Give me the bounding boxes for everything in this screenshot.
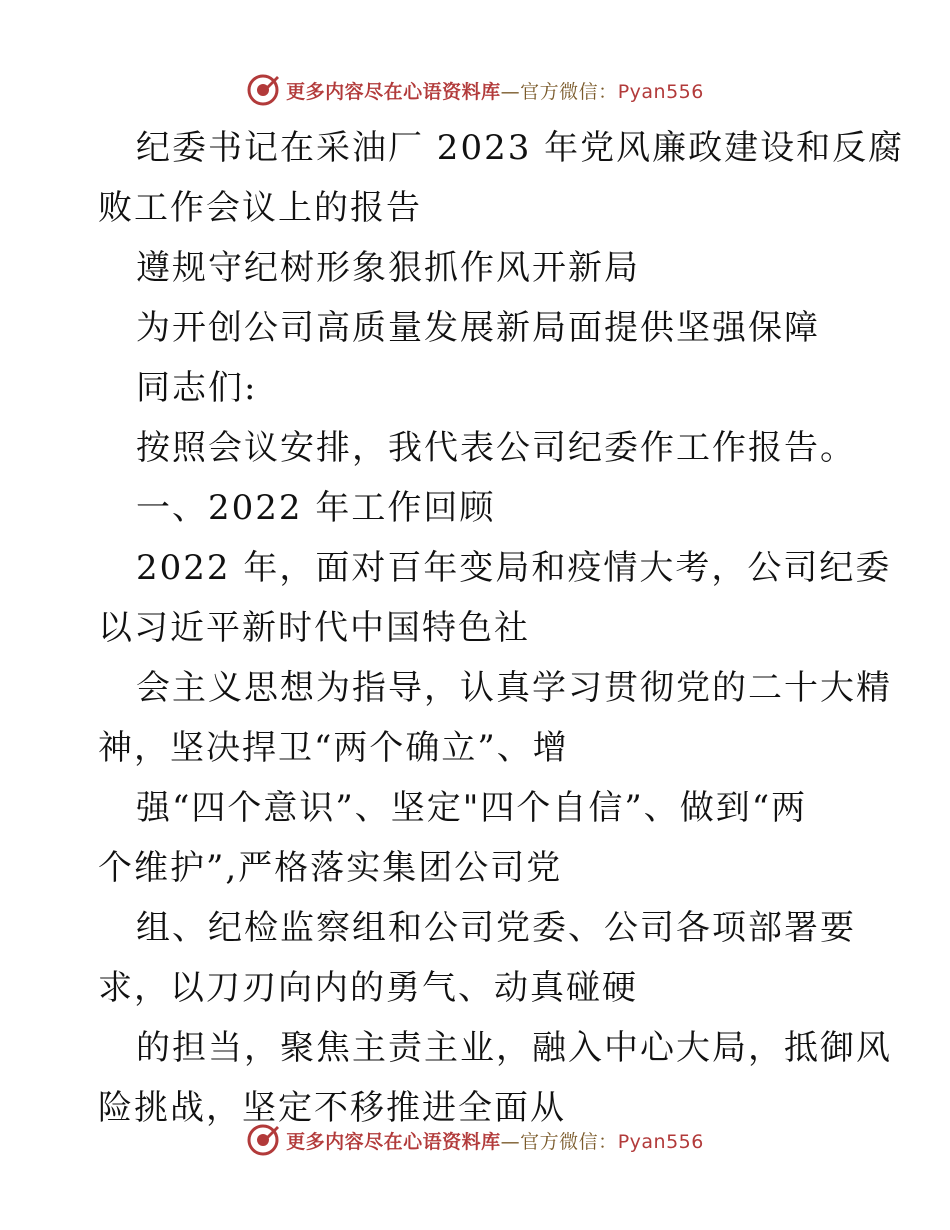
- header-watermark: [0, 70, 950, 110]
- watermark-text: 更多内容尽在心语资料库—官方微信：Pyan556: [286, 80, 704, 103]
- footer-watermark: [0, 1120, 950, 1160]
- pen-logo-icon: [246, 1123, 280, 1157]
- section-heading: 一、2022 年工作回顾: [136, 488, 496, 528]
- title-line-2: 败工作会议上的报告: [98, 188, 422, 228]
- title-line-1: 纪委书记在采油厂 2023 年党风廉政建设和反腐: [136, 128, 905, 168]
- salutation: 同志们:: [136, 368, 258, 408]
- paragraph-line: 按照会议安排，我代表公司纪委作工作报告。: [136, 428, 856, 468]
- paragraph-line: 强“四个意识”、坚定"四个自信”、做到“两: [136, 788, 808, 828]
- paragraph-line: 个维护”,严格落实集团公司党: [98, 848, 563, 888]
- paragraph-line: 以习近平新时代中国特色社: [98, 608, 530, 648]
- paragraph-line: 会主义思想为指导，认真学习贯彻党的二十大精: [136, 668, 892, 708]
- paragraph-line: 的担当，聚焦主责主业，融入中心大局，抵御风: [136, 1028, 892, 1068]
- paragraph-line: 险挑战，坚定不移推进全面从: [98, 1088, 566, 1128]
- paragraph-line: 求，以刀刃向内的勇气、动真碰硬: [98, 968, 638, 1008]
- subtitle-line-2: 为开创公司高质量发展新局面提供坚强保障: [136, 308, 820, 348]
- paragraph-line: 神，坚决捍卫“两个确立”、增: [98, 728, 569, 768]
- subtitle-line-1: 遵规守纪树形象狠抓作风开新局: [136, 248, 640, 288]
- document-body: [98, 118, 905, 1138]
- paragraph-line: 2022 年，面对百年变局和疫情大考，公司纪委: [136, 548, 892, 588]
- paragraph-line: 组、纪检监察组和公司党委、公司各项部署要: [136, 908, 856, 948]
- pen-logo-icon: [246, 73, 280, 107]
- watermark-text: 更多内容尽在心语资料库—官方微信：Pyan556: [286, 1130, 704, 1153]
